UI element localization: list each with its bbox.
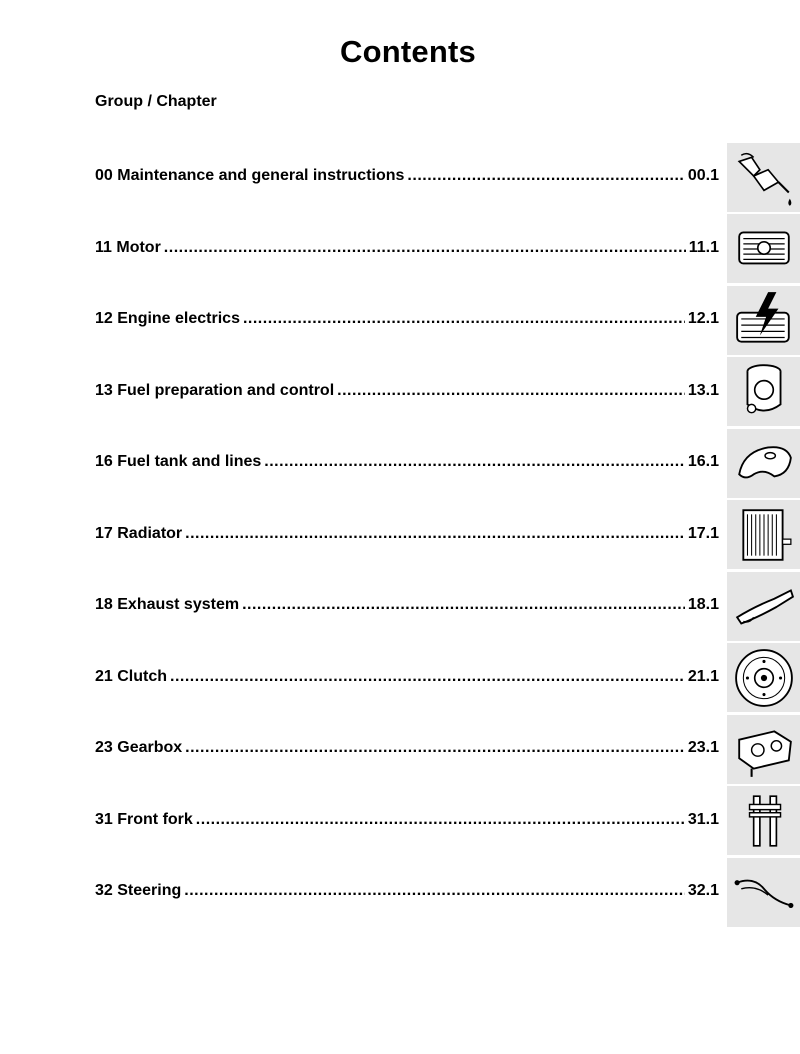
- toc-entry-label: 17 Radiator: [95, 525, 183, 542]
- toc-entry-label: 23 Gearbox: [95, 739, 183, 756]
- dot-leader: [185, 739, 685, 757]
- toc-entry-label: 13 Fuel preparation and control: [95, 382, 335, 399]
- toc-entry-clutch[interactable]: [95, 668, 719, 686]
- toc-entry-page: 11.1: [688, 239, 719, 256]
- chapter-tab-12[interactable]: [727, 286, 800, 355]
- toc-entry-page: 32.1: [687, 882, 719, 899]
- toc-entry-page: 00.1: [687, 167, 719, 184]
- chapter-tab-17[interactable]: [727, 500, 800, 569]
- dot-leader: [196, 811, 685, 829]
- toc-entry-page: 21.1: [687, 668, 719, 685]
- page-title: Contents: [340, 34, 476, 69]
- toc-entry-label: 18 Exhaust system: [95, 596, 240, 613]
- chapter-tab-31[interactable]: [727, 786, 800, 855]
- throttle-body-icon: [733, 361, 795, 423]
- toc-entry-page: 17.1: [687, 525, 719, 542]
- toc-entry-engine-electrics[interactable]: [95, 310, 719, 328]
- toc-entry-radiator[interactable]: [95, 525, 719, 543]
- toc-entry-fuel-preparation[interactable]: [95, 382, 719, 400]
- toc-entry-motor[interactable]: [95, 239, 719, 257]
- chapter-tab-18[interactable]: [727, 572, 800, 641]
- chapter-tab-23[interactable]: [727, 715, 800, 784]
- steering-cable-icon: [733, 862, 795, 924]
- toc-entry-page: 23.1: [687, 739, 719, 756]
- oil-can-icon: [733, 147, 795, 209]
- front-fork-icon: [733, 790, 795, 852]
- toc-entry-page: 12.1: [687, 310, 719, 327]
- toc-entry-label: 00 Maintenance and general instructions: [95, 167, 405, 184]
- toc-entry-gearbox[interactable]: [95, 739, 719, 757]
- toc-entry-label: 16 Fuel tank and lines: [95, 453, 262, 470]
- chapter-tab-16[interactable]: [727, 429, 800, 498]
- engine-electrics-icon: [733, 290, 795, 352]
- dot-leader: [164, 239, 686, 257]
- toc-entry-label: 11 Motor: [95, 239, 161, 256]
- clutch-disc-icon: [733, 647, 795, 709]
- toc-entry-page: 31.1: [687, 811, 719, 828]
- column-heading: Group / Chapter: [95, 93, 217, 110]
- toc-entry-label: 21 Clutch: [95, 668, 168, 685]
- exhaust-icon: [733, 576, 795, 638]
- engine-icon: [733, 218, 795, 280]
- dot-leader: [243, 310, 685, 328]
- chapter-tab-13[interactable]: [727, 357, 800, 426]
- dot-leader: [184, 882, 685, 900]
- chapter-tab-21[interactable]: [727, 643, 800, 712]
- dot-leader: [185, 525, 685, 543]
- chapter-tab-00[interactable]: [727, 143, 800, 212]
- toc-entry-maintenance[interactable]: [95, 167, 719, 185]
- toc-entry-page: 16.1: [687, 453, 719, 470]
- dot-leader: [264, 453, 685, 471]
- gearbox-icon: [733, 719, 795, 781]
- toc-entry-label: 12 Engine electrics: [95, 310, 240, 327]
- dot-leader: [170, 668, 685, 686]
- fuel-tank-icon: [733, 433, 795, 495]
- chapter-tab-32[interactable]: [727, 858, 800, 927]
- chapter-tab-11[interactable]: [727, 214, 800, 283]
- toc-entry-steering[interactable]: [95, 882, 719, 900]
- dot-leader: [337, 382, 685, 400]
- toc-entry-page: 18.1: [687, 596, 719, 613]
- toc-entry-label: 31 Front fork: [95, 811, 193, 828]
- dot-leader: [242, 596, 685, 614]
- toc-entry-fuel-tank[interactable]: [95, 453, 719, 471]
- toc-entry-label: 32 Steering: [95, 882, 182, 899]
- radiator-icon: [733, 504, 795, 566]
- dot-leader: [407, 167, 684, 185]
- toc-entry-page: 13.1: [687, 382, 719, 399]
- toc-entry-exhaust[interactable]: [95, 596, 719, 614]
- toc-entry-front-fork[interactable]: [95, 811, 719, 829]
